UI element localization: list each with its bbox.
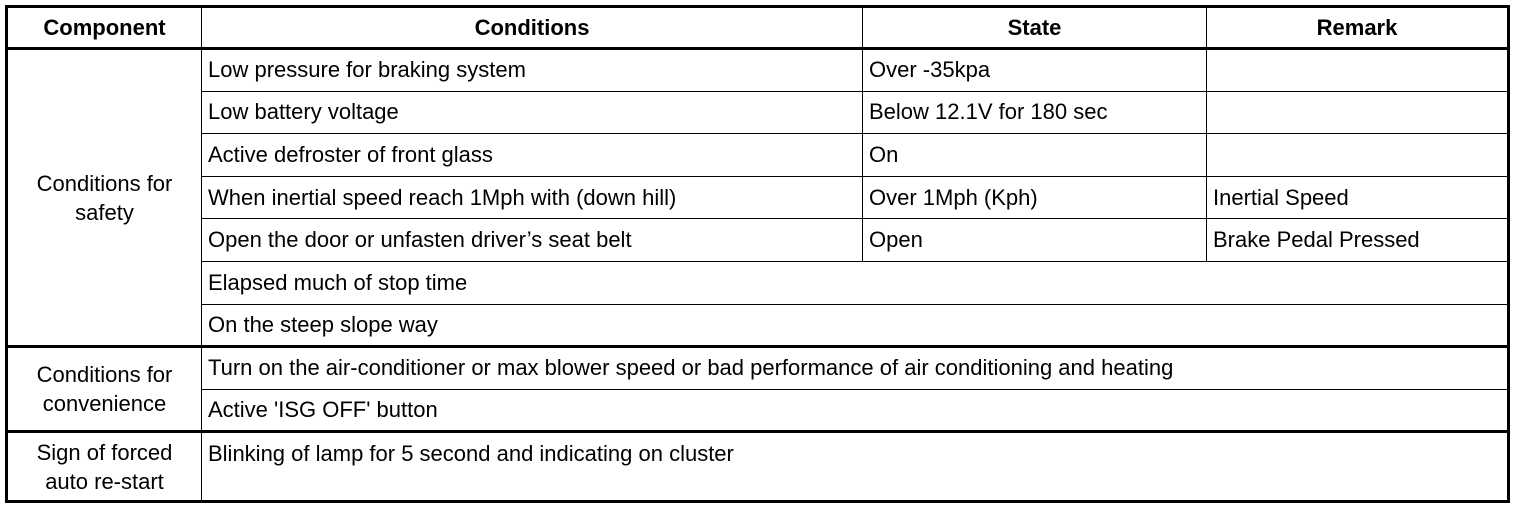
group-convenience <box>7 347 1509 432</box>
table-row <box>7 347 1509 390</box>
condition-cell-wide: Blinking of lamp for 5 second and indicating on cluster <box>202 432 1509 502</box>
component-cell <box>7 49 202 347</box>
table-row <box>7 91 1509 134</box>
header-remark: Remark <box>1207 7 1509 49</box>
header-component: Component <box>7 7 202 49</box>
component-cell <box>7 347 202 432</box>
condition-cell-wide: Turn on the air-conditioner or max blower speed or bad performance of air conditioning and heating <box>202 347 1509 390</box>
condition-cell: Open the door or unfasten driver’s seat belt <box>202 219 863 262</box>
component-cell <box>7 432 202 502</box>
remark-cell: Brake Pedal Pressed <box>1207 219 1509 262</box>
table-row <box>7 389 1509 432</box>
table-row <box>7 304 1509 347</box>
condition-cell: When inertial speed reach 1Mph with (down hill) <box>202 176 863 219</box>
table-row <box>7 261 1509 304</box>
header-row <box>7 7 1509 49</box>
table-row <box>7 49 1509 92</box>
condition-cell-wide: On the steep slope way <box>202 304 1509 347</box>
header-state: State <box>863 7 1207 49</box>
condition-cell: Active defroster of front glass <box>202 134 863 177</box>
remark-cell: Inertial Speed <box>1207 176 1509 219</box>
component-label-line1: Conditions for <box>36 170 173 196</box>
component-label-line1: Conditions for <box>36 362 173 388</box>
condition-cell: Low pressure for braking system <box>202 49 863 92</box>
table-row <box>7 219 1509 262</box>
component-label-line2: auto re-start <box>45 468 164 494</box>
group-forced-restart <box>7 432 1509 502</box>
component-label-line1: Sign of forced <box>36 439 173 465</box>
table-row <box>7 432 1509 502</box>
header-conditions: Conditions <box>202 7 863 49</box>
remark-cell <box>1207 91 1509 134</box>
isg-conditions-table <box>5 5 1510 503</box>
state-cell: Below 12.1V for 180 sec <box>863 91 1207 134</box>
table-row <box>7 134 1509 177</box>
component-label-line2: safety <box>75 199 134 225</box>
condition-cell-wide: Elapsed much of stop time <box>202 261 1509 304</box>
condition-cell-wide: Active 'ISG OFF' button <box>202 389 1509 432</box>
state-cell: Over 1Mph (Kph) <box>863 176 1207 219</box>
state-cell: Open <box>863 219 1207 262</box>
remark-cell <box>1207 134 1509 177</box>
table-row <box>7 176 1509 219</box>
state-cell: Over -35kpa <box>863 49 1207 92</box>
component-label-line2: convenience <box>42 391 167 417</box>
state-cell: On <box>863 134 1207 177</box>
remark-cell <box>1207 49 1509 92</box>
condition-cell: Low battery voltage <box>202 91 863 134</box>
group-safety <box>7 49 1509 347</box>
